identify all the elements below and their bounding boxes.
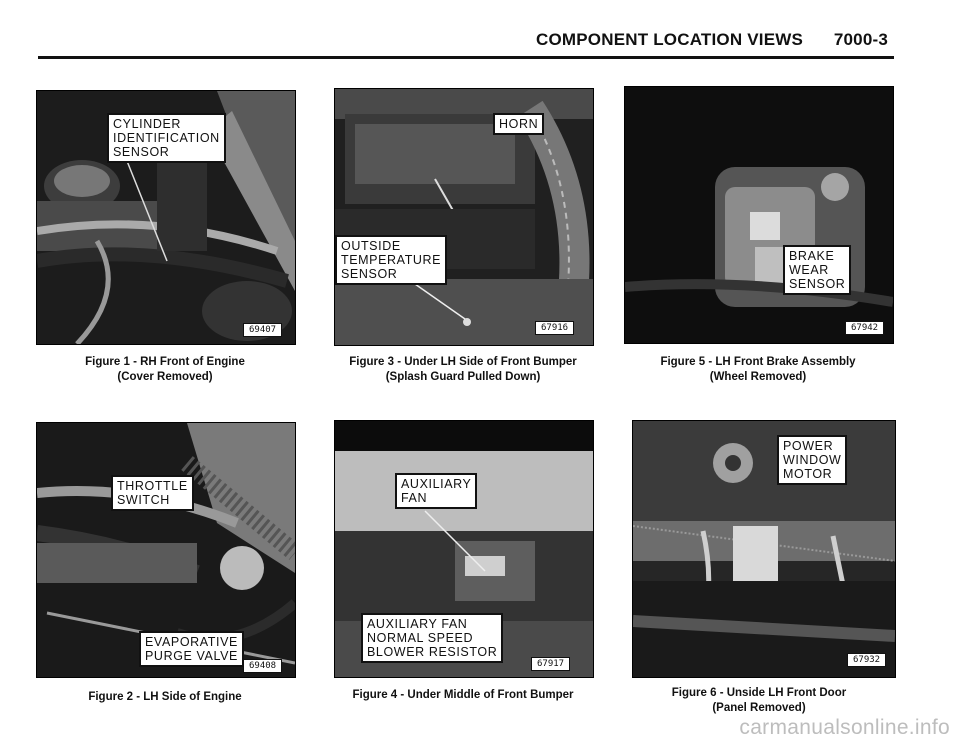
cylinder-identification-sensor-label: CYLINDER IDENTIFICATION SENSOR: [107, 113, 226, 163]
brake-wear-sensor-label: BRAKE WEAR SENSOR: [783, 245, 851, 295]
auxiliary-fan-label: AUXILIARY FAN: [395, 473, 477, 509]
figure-2-caption: Figure 2 - LH Side of Engine: [88, 691, 242, 703]
photo-number: 69407: [243, 323, 282, 337]
figure-5-caption: Figure 5 - LH Front Brake Assembly (Wheel Removed): [660, 356, 856, 383]
photo-number: 69408: [243, 659, 282, 673]
figure-6-photo: [632, 420, 896, 678]
page-title: COMPONENT LOCATION VIEWS: [536, 30, 804, 49]
figure-4-caption: Figure 4 - Under Middle of Front Bumper: [352, 689, 574, 701]
photo-number: 67917: [531, 657, 570, 671]
figure-4-photo: [334, 420, 594, 678]
bumper-photo-art: [335, 89, 593, 345]
outside-temperature-sensor-label: OUTSIDE TEMPERATURE SENSOR: [335, 235, 447, 285]
horn-label: HORN: [493, 113, 544, 135]
door-photo-art: [633, 421, 895, 677]
figure-6-caption: Figure 6 - Unside LH Front Door (Panel Removed): [671, 687, 847, 714]
page-header: [536, 30, 896, 54]
watermark: carmanualsonline.info: [739, 716, 950, 739]
page-number: 7000-3: [833, 30, 888, 49]
power-window-motor-label: POWER WINDOW MOTOR: [777, 435, 847, 485]
photo-number: 67932: [847, 653, 886, 667]
figure-1-caption: Figure 1 - RH Front of Engine (Cover Removed): [85, 356, 245, 383]
evaporative-purge-valve-label: EVAPORATIVE PURGE VALVE: [139, 631, 244, 667]
throttle-switch-label: THROTTLE SWITCH: [111, 475, 194, 511]
header-rule: [38, 56, 894, 59]
figure-3-photo: [334, 88, 594, 346]
photo-number: 67916: [535, 321, 574, 335]
auxiliary-fan-normal-speed-blower-resistor-label: AUXILIARY FAN NORMAL SPEED BLOWER RESISTOR: [361, 613, 503, 663]
figure-5-photo: [624, 86, 894, 344]
figure-1-photo: [36, 90, 296, 345]
figure-3-caption: Figure 3 - Under LH Side of Front Bumper (Splash Guard Pulled Down): [349, 356, 577, 383]
brake-photo-art: [625, 87, 893, 343]
figure-2-photo: [36, 422, 296, 678]
photo-number: 67942: [845, 321, 884, 335]
